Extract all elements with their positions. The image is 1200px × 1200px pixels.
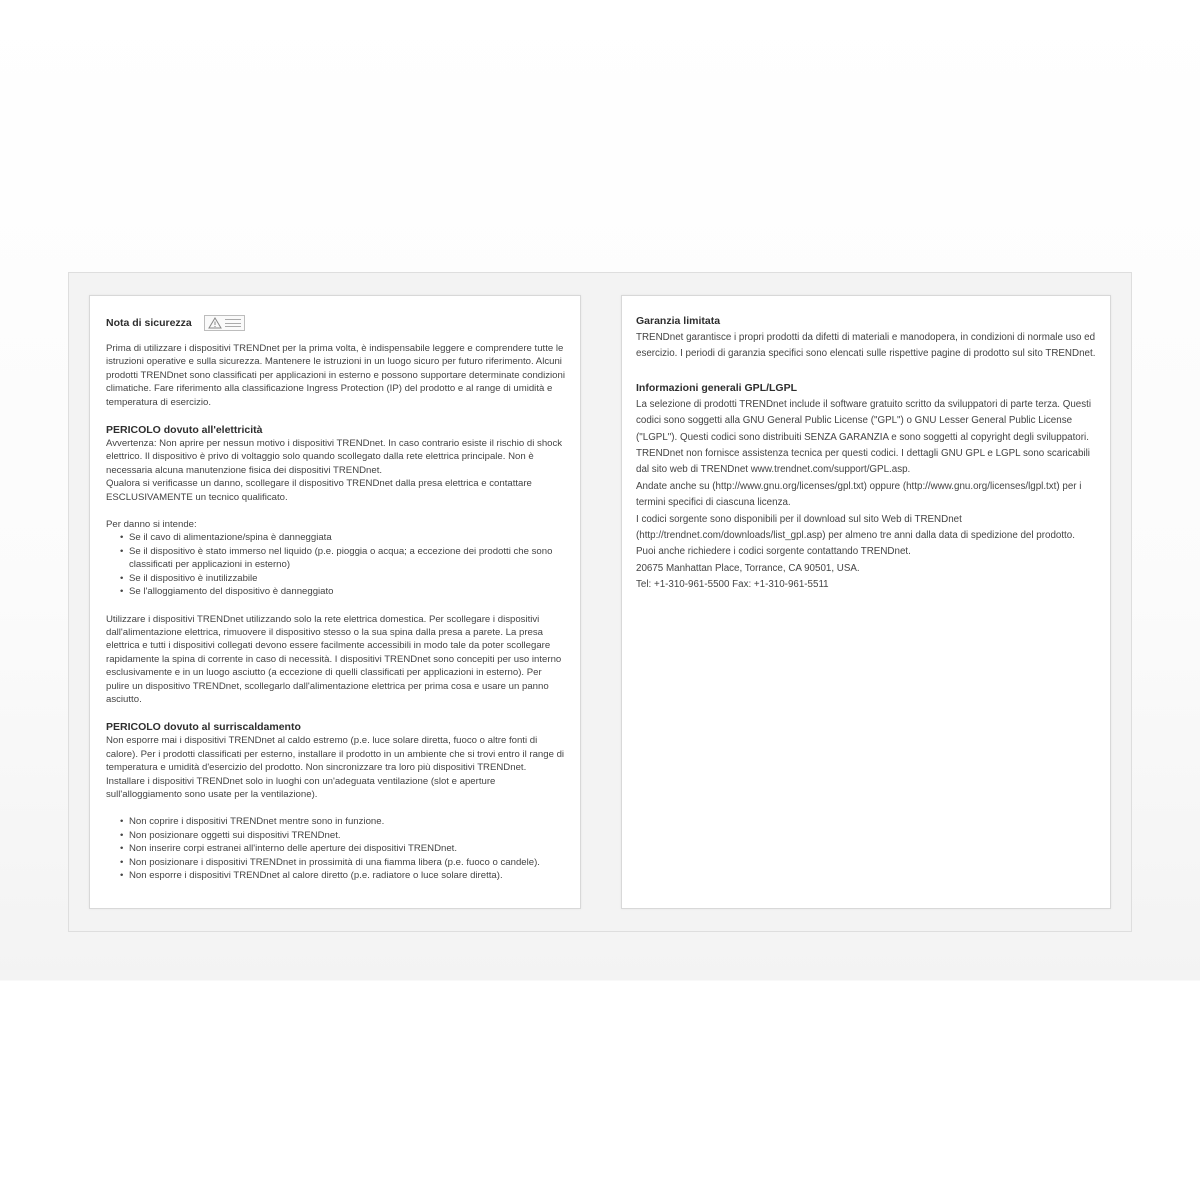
contact-address: 20675 Manhattan Place, Torrance, CA 90501, USA. [636,562,860,574]
list-item: • Se l'alloggiamento del dispositivo è danneggiato [120,585,566,598]
gpl-body-3: I codici sorgente sono disponibili per il download sul sito Web di TRENDnet (http://trendnet.com/downloads/list_gpl.asp) per almeno tre anni dalla data di spedizione del prodotto. [636,513,1075,542]
usage-body: Utilizzare i dispositivi TRENDnet utilizzando solo la rete elettrica domestica. Per scollegare i dispositivi dall'alimentazione elettrica, rimuovere il dispositivo stesso o la sua spina dalla presa a parete. La presa elettrica e tutti i dispositivi collegati devono essere facilmente accessibili in modo tale da poter scollegare rapidamente la spina di corrente in caso di necessità. I dispositivi TRENDnet sono concepiti per uso interno esclusivamente e in un luogo asciutto (a eccezione di quelli classificati per applicazioni in esterno). Per pulire un dispositivo TRENDnet, scollegarlo dall'alimentazione elettrica per prima cosa e usare un panno asciutto. [106,613,562,705]
list-item: • Non posizionare oggetti sui dispositivi TRENDnet. [120,829,566,842]
electric-heading: PERICOLO dovuto all'elettricità [106,424,263,437]
warranty-body: TRENDnet garantisce i propri prodotti da difetti di materiali e manodopera, in condizioni di normale uso ed esercizio. I periodi di garanzia specifici sono elencati sulle rispettive pagine di prodotto sul sito TRENDnet. [636,332,1096,360]
list-item: • Non esporre i dispositivi TRENDnet al calore diretto (p.e. radiatore o luce solare diretta). [120,869,566,882]
gpl-body-2: Andate anche su (http://www.gnu.org/licenses/gpl.txt) oppure (http://www.gnu.org/licenses/lgpl.txt) per i termini specifici di ciascuna licenza. [636,480,1082,509]
list-item: • Se il cavo di alimentazione/spina è danneggiata [120,531,566,544]
safety-heading: Nota di sicurezza [106,317,192,329]
list-item: • Se il dispositivo è stato immerso nel liquido (p.e. pioggia o acqua; a eccezione dei prodotti che sono classificati per applicazioni in esterno) [120,545,566,572]
overheat-body: Non esporre mai i dispositivi TRENDnet al caldo estremo (p.e. luce solare diretta, fuoco o altre fonti di calore). Per i prodotti classificati per esterno, installare il prodotto in un ambiente che si trovi entro il range di temperatura e umidità d'esercizio del prodotto. Non sincronizzare tra loro più dispositivi TRENDnet. Installare i dispositivi TRENDnet solo in luoghi con un'adeguata ventilazione (slot e aperture sull'alloggiamento sono usate per la ventilazione). [106,735,565,800]
electric-body-1: Avvertenza: Non aprire per nessun motivo i dispositivi TRENDnet. In caso contrario esiste il rischio di shock elettrico. Il dispositivo è privo di voltaggio solo quando scollegato dalla rete elettrica principale. Non è necessaria alcuna manutenzione fisica dei dispositivi TRENDnet. [106,438,563,476]
list-item: • Non inserire corpi estranei all'interno delle aperture dei dispositivi TRENDnet. [120,842,566,855]
warranty-heading: Garanzia limitata [636,315,721,327]
safety-body: Prima di utilizzare i dispositivi TRENDnet per la prima volta, è indispensabile leggere e comprendere tutte le istruzioni operative e sulla sicurezza. Mantenere le istruzioni in un luogo sicuro per futuro riferimento. Alcuni prodotti TRENDnet sono classificati per applicazioni in esterno e possono supportare determinate condizioni climatiche. Fare riferimento alla classificazione Ingress Protection (IP) del prodotto e al range di umidità e temperatura di esercizio. [106,343,565,408]
safety-panel [89,295,581,909]
damage-list [106,531,566,598]
overheat-list [106,815,566,882]
contact-phone: Tel: +1-310-961-5500 Fax: +1-310-961-5511 [636,579,829,591]
list-item: • Non coprire i dispositivi TRENDnet mentre sono in funzione. [120,815,566,828]
damage-intro: Per danno si intende: [106,519,197,531]
gpl-body-1: La selezione di prodotti TRENDnet include il software gratuito scritto da sviluppatori di parte terza. Questi codici sono soggetti alla GNU General Public License ("GPL") o GNU Lesser General Public License ("LGPL"). Questi codici sono distribuiti SENZA GARANZIA e sono soggetti al copyright degli sviluppatori. TRENDnet non fornisce assistenza tecnica per questi codici. I dettagli GNU GPL e LGPL sono scaricabili dal sito web di TRENDnet www.trendnet.com/support/GPL.asp. [636,398,1092,476]
warning-sign-icon [204,315,245,331]
warranty-panel [621,295,1111,909]
gpl-heading: Informazioni generali GPL/LGPL [636,381,798,394]
list-item: • Se il dispositivo è inutilizzabile [120,572,566,585]
list-item: • Non posizionare i dispositivi TRENDnet in prossimità di una fiamma libera (p.e. fuoco o candele). [120,856,566,869]
manual-sheet [68,272,1132,932]
safety-title-row [106,312,566,334]
electric-body-2: Qualora si verificasse un danno, scollegare il dispositivo TRENDnet dalla presa elettrica e contattare ESCLUSIVAMENTE un tecnico qualificato. [106,478,532,503]
gpl-body-4: Puoi anche richiedere i codici sorgente contattando TRENDnet. [636,546,911,558]
overheat-heading: PERICOLO dovuto al surriscaldamento [106,721,301,734]
